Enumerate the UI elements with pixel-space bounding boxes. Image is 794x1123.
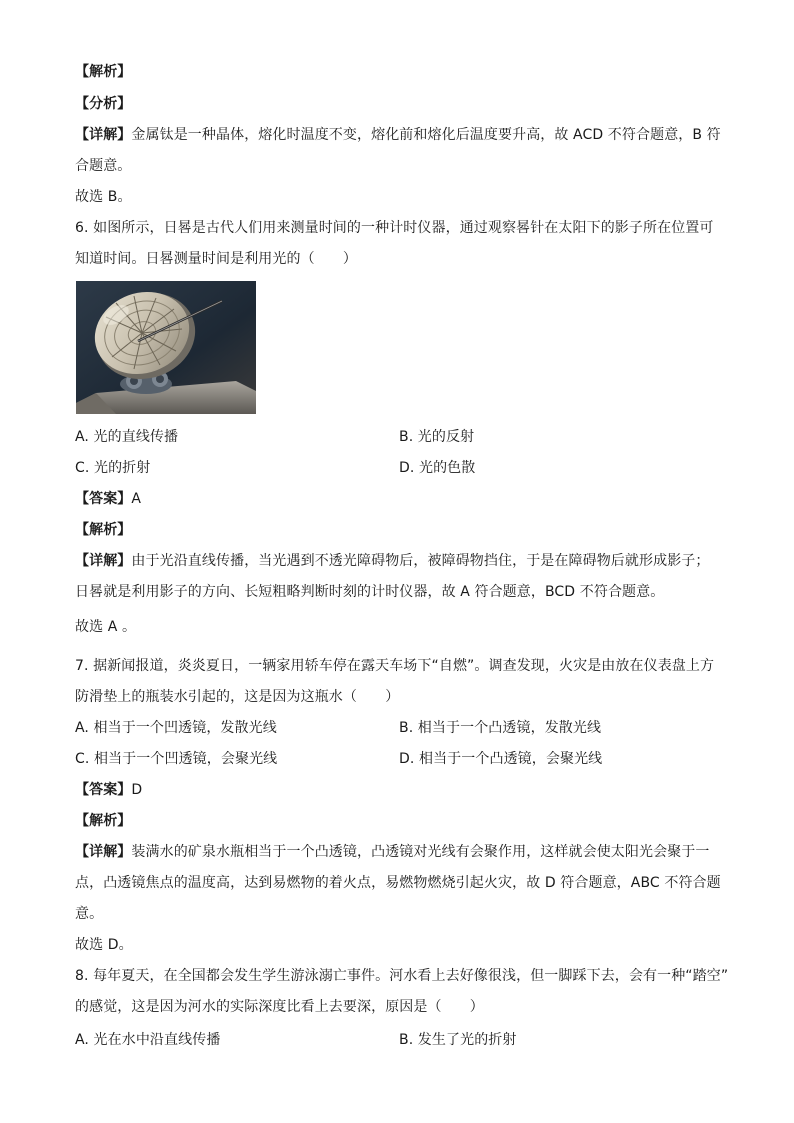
q6-option-d: D. 光的色散 — [399, 460, 476, 476]
q8-stem-line1: 8. 每年夏天，在全国都会发生学生游泳溺亡事件。河水看上去好像很浅，但一脚踩下去，会有一种“踏空” — [75, 968, 729, 984]
q8-option-a: A. 光在水中沿直线传播 — [75, 1032, 221, 1048]
q7-analysis-heading: 【解析】 — [75, 813, 132, 829]
q6-detail-line1 — [75, 551, 710, 571]
choose-line: 故选 B。 — [75, 189, 132, 205]
sundial-illustration — [76, 281, 256, 414]
q7-choose: 故选 D。 — [75, 937, 133, 953]
q7-detail-line3: 意。 — [75, 906, 104, 922]
q7-answer-tag: 【答案】 — [75, 782, 132, 798]
sundial-photo — [76, 281, 256, 414]
q6-answer — [75, 489, 141, 509]
detail-text: 金属钛是一种晶体，熔化时温度不变，熔化前和熔化后温度要升高，故 ACD 不符合题意，B 符 — [131, 127, 721, 143]
q8-stem-line2: 的感觉，这是因为河水的实际深度比看上去要深，原因是（ ） — [75, 999, 484, 1015]
q7-stem-line1: 7. 据新闻报道，炎炎夏日，一辆家用轿车停在露天车场下“自燃”。调查发现，火灾是由放在仪表盘上方 — [75, 658, 715, 674]
q6-stem-line2: 知道时间。日晷测量时间是利用光的（ ） — [75, 251, 357, 267]
q6-answer-value: A — [131, 491, 142, 507]
q6-answer-tag: 【答案】 — [75, 491, 132, 507]
q6-choose: 故选 A 。 — [75, 619, 137, 635]
detail-tag: 【详解】 — [75, 127, 132, 143]
q7-detail-text1: 装满水的矿泉水瓶相当于一个凸透镜，凸透镜对光线有会聚作用，这样就会使太阳光会聚于一 — [131, 844, 710, 860]
q7-option-b: B. 相当于一个凸透镜，发散光线 — [399, 720, 602, 736]
q7-answer-value: D — [131, 782, 143, 798]
q7-detail-line2: 点，凸透镜焦点的温度高，达到易燃物的着火点，易燃物燃烧引起火灾，故 D 符合题意，ABC 不符合题 — [75, 875, 721, 891]
q6-detail-tag: 【详解】 — [75, 553, 132, 569]
fenxi-heading: 【分析】 — [75, 96, 132, 112]
q7-answer — [75, 780, 142, 800]
q8-option-b: B. 发生了光的折射 — [399, 1032, 517, 1048]
q7-detail-tag: 【详解】 — [75, 844, 132, 860]
q6-analysis-heading: 【解析】 — [75, 522, 132, 538]
q7-option-c: C. 相当于一个凹透镜，会聚光线 — [75, 751, 278, 767]
detail-continuation: 合题意。 — [75, 158, 132, 174]
q7-option-a: A. 相当于一个凹透镜，发散光线 — [75, 720, 277, 736]
q6-stem-line1: 6. 如图所示，日晷是古代人们用来测量时间的一种计时仪器，通过观察晷针在太阳下的影子所在位置可 — [75, 220, 714, 236]
q6-option-c: C. 光的折射 — [75, 460, 151, 476]
q6-detail-text1: 由于光沿直线传播，当光遇到不透光障碍物后，被障碍物挡住，于是在障碍物后就形成影子； — [131, 553, 710, 569]
q7-detail-line1 — [75, 842, 710, 862]
q7-stem-line2: 防滑垫上的瓶装水引起的，这是因为这瓶水（ ） — [75, 689, 400, 705]
detail-paragraph — [75, 125, 721, 145]
q6-detail-line2: 日晷就是利用影子的方向、长短粗略判断时刻的计时仪器，故 A 符合题意，BCD 不符合题意。 — [75, 584, 665, 600]
analysis-heading: 【解析】 — [75, 64, 132, 80]
q6-option-a: A. 光的直线传播 — [75, 429, 179, 445]
q7-option-d: D. 相当于一个凸透镜，会聚光线 — [399, 751, 603, 767]
q6-option-b: B. 光的反射 — [399, 429, 475, 445]
